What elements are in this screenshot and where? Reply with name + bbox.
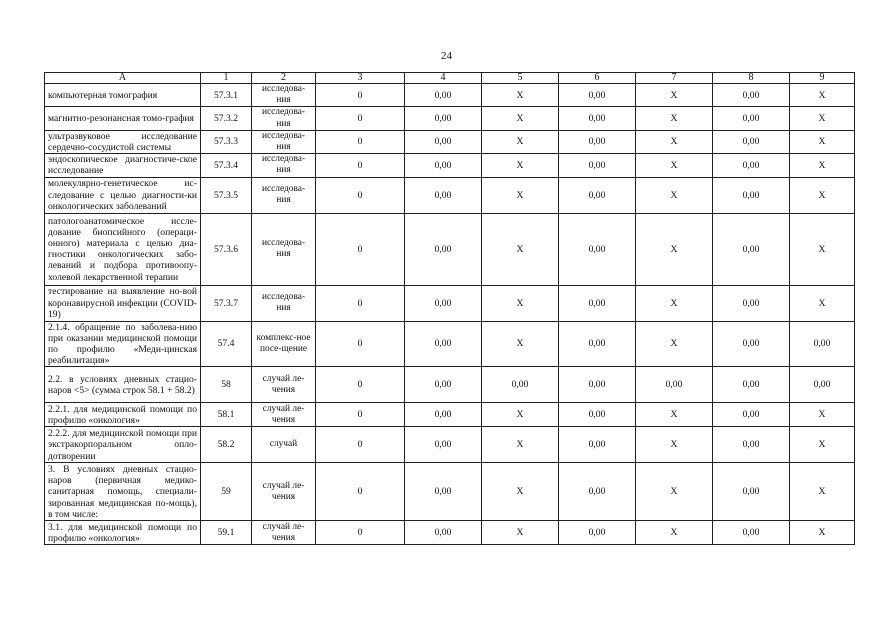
row-name-cell: патологоанатомическое иссле-дование биопсийного (операци-онного) материала с целью диа-гностики онкологических забо-леваний и подбора противоопу-холевой лекарственной терапии <box>45 213 201 285</box>
row-unit-cell: случай ле-чения <box>252 463 316 521</box>
table-header-row <box>45 73 855 84</box>
row-number-cell: 58.2 <box>201 427 252 463</box>
value-cell: X <box>636 463 713 521</box>
value-cell: X <box>482 107 559 130</box>
value-cell: 0 <box>316 285 405 321</box>
row-name-cell: 2.2. в условиях дневных стацио-наров <5> (сумма строк 58.1 + 58.2) <box>45 367 201 403</box>
value-cell: X <box>636 130 713 153</box>
value-cell: 0,00 <box>790 367 855 403</box>
value-cell: X <box>482 403 559 427</box>
value-cell: 0,00 <box>790 321 855 367</box>
value-cell: 0,00 <box>713 107 790 130</box>
value-cell: X <box>636 213 713 285</box>
column-header: 8 <box>713 73 790 84</box>
value-cell: 0,00 <box>713 177 790 213</box>
row-number-cell: 58.1 <box>201 403 252 427</box>
column-header: 4 <box>405 73 482 84</box>
data-table <box>44 72 855 545</box>
value-cell: 0,00 <box>559 427 636 463</box>
table-row <box>45 403 855 427</box>
row-unit-cell: комплекс-ное посе-щение <box>252 321 316 367</box>
value-cell: 0,00 <box>405 367 482 403</box>
value-cell: 0,00 <box>482 367 559 403</box>
value-cell: X <box>482 285 559 321</box>
value-cell: 0 <box>316 403 405 427</box>
value-cell: 0,00 <box>559 403 636 427</box>
table-row <box>45 367 855 403</box>
value-cell: 0 <box>316 213 405 285</box>
table-row <box>45 521 855 545</box>
value-cell: 0,00 <box>713 403 790 427</box>
column-header: 6 <box>559 73 636 84</box>
value-cell: 0 <box>316 154 405 177</box>
row-number-cell: 58 <box>201 367 252 403</box>
value-cell: 0,00 <box>713 427 790 463</box>
value-cell: 0,00 <box>559 213 636 285</box>
row-unit-cell: исследова-ния <box>252 213 316 285</box>
value-cell: X <box>482 321 559 367</box>
value-cell: 0,00 <box>713 84 790 107</box>
value-cell: 0,00 <box>559 154 636 177</box>
value-cell: X <box>790 213 855 285</box>
column-header: 5 <box>482 73 559 84</box>
value-cell: 0,00 <box>559 521 636 545</box>
value-cell: X <box>790 84 855 107</box>
row-number-cell: 57.3.2 <box>201 107 252 130</box>
row-name-cell: ультразвуковое исследование сердечно-сосудистой системы <box>45 130 201 153</box>
row-number-cell: 59 <box>201 463 252 521</box>
value-cell: X <box>482 154 559 177</box>
value-cell: 0,00 <box>559 321 636 367</box>
value-cell: 0 <box>316 107 405 130</box>
row-name-cell: эндоскопическое диагностиче-ское исследование <box>45 154 201 177</box>
row-unit-cell: случай <box>252 427 316 463</box>
value-cell: X <box>790 130 855 153</box>
value-cell: 0,00 <box>713 521 790 545</box>
value-cell: 0,00 <box>713 285 790 321</box>
row-number-cell: 57.4 <box>201 321 252 367</box>
row-number-cell: 57.3.7 <box>201 285 252 321</box>
row-name-cell: молекулярно-генетическое ис-следование с целью диагности-ки онкологических заболеваний <box>45 177 201 213</box>
value-cell: X <box>636 107 713 130</box>
value-cell: 0,00 <box>559 84 636 107</box>
column-header: 9 <box>790 73 855 84</box>
row-unit-cell: случай ле-чения <box>252 403 316 427</box>
value-cell: 0,00 <box>713 213 790 285</box>
row-unit-cell: случай ле-чения <box>252 521 316 545</box>
value-cell: 0 <box>316 321 405 367</box>
value-cell: X <box>482 463 559 521</box>
row-name-cell: тестирование на выявление но-вой коронавирусной инфекции (COVID-19) <box>45 285 201 321</box>
value-cell: X <box>482 427 559 463</box>
table-row <box>45 107 855 130</box>
value-cell: X <box>482 130 559 153</box>
value-cell: 0,00 <box>405 427 482 463</box>
row-number-cell: 57.3.3 <box>201 130 252 153</box>
value-cell: X <box>790 403 855 427</box>
row-number-cell: 57.3.4 <box>201 154 252 177</box>
value-cell: 0,00 <box>405 107 482 130</box>
value-cell: 0,00 <box>713 367 790 403</box>
value-cell: 0,00 <box>405 521 482 545</box>
row-number-cell: 57.3.1 <box>201 84 252 107</box>
value-cell: 0,00 <box>559 367 636 403</box>
value-cell: X <box>636 321 713 367</box>
value-cell: 0,00 <box>713 130 790 153</box>
value-cell: 0,00 <box>405 463 482 521</box>
value-cell: X <box>636 84 713 107</box>
row-name-cell: 2.1.4. обращение по заболева-нию при оказании медицинской помощи по профилю «Меди-цинская реабилитация» <box>45 321 201 367</box>
value-cell: 0,00 <box>405 84 482 107</box>
value-cell: 0,00 <box>405 285 482 321</box>
value-cell: 0,00 <box>405 154 482 177</box>
row-name-cell: 2.2.1. для медицинской помощи по профилю «онкология» <box>45 403 201 427</box>
value-cell: X <box>482 84 559 107</box>
table-row <box>45 154 855 177</box>
row-name-cell: 2.2.2. для медицинской помощи при экстракорпоральном опло-дотворении <box>45 427 201 463</box>
value-cell: 0,00 <box>559 130 636 153</box>
value-cell: 0 <box>316 84 405 107</box>
value-cell: 0,00 <box>405 213 482 285</box>
value-cell: X <box>790 521 855 545</box>
value-cell: 0 <box>316 367 405 403</box>
column-header: 3 <box>316 73 405 84</box>
row-unit-cell: исследова-ния <box>252 130 316 153</box>
value-cell: 0,00 <box>713 321 790 367</box>
value-cell: X <box>482 521 559 545</box>
value-cell: 0 <box>316 177 405 213</box>
value-cell: 0,00 <box>559 177 636 213</box>
value-cell: X <box>790 427 855 463</box>
value-cell: X <box>636 521 713 545</box>
row-unit-cell: случай ле-чения <box>252 367 316 403</box>
table-row <box>45 84 855 107</box>
table-row <box>45 130 855 153</box>
table-row <box>45 427 855 463</box>
value-cell: 0 <box>316 521 405 545</box>
value-cell: X <box>636 285 713 321</box>
value-cell: 0,00 <box>405 403 482 427</box>
value-cell: 0,00 <box>713 463 790 521</box>
value-cell: 0,00 <box>636 367 713 403</box>
column-header: 2 <box>252 73 316 84</box>
column-header: 1 <box>201 73 252 84</box>
table-row <box>45 213 855 285</box>
value-cell: 0 <box>316 463 405 521</box>
table-row <box>45 321 855 367</box>
value-cell: X <box>790 463 855 521</box>
value-cell: 0 <box>316 427 405 463</box>
row-name-cell: магнитно-резонансная томо-графия <box>45 107 201 130</box>
row-name-cell: 3. В условиях дневных стацио-наров (первичная медико-санитарная помощь, специали-зированная медицинская по-мощь), в том числе: <box>45 463 201 521</box>
table-row <box>45 177 855 213</box>
value-cell: 0,00 <box>559 107 636 130</box>
row-name-cell: 3.1. для медицинской помощи по профилю «онкология» <box>45 521 201 545</box>
table-row <box>45 463 855 521</box>
value-cell: 0 <box>316 130 405 153</box>
value-cell: X <box>790 154 855 177</box>
value-cell: 0,00 <box>559 463 636 521</box>
value-cell: X <box>482 177 559 213</box>
value-cell: X <box>790 285 855 321</box>
value-cell: 0,00 <box>559 285 636 321</box>
table-row <box>45 285 855 321</box>
row-unit-cell: исследова-ния <box>252 154 316 177</box>
page-number: 24 <box>441 50 452 62</box>
row-unit-cell: исследова-ния <box>252 107 316 130</box>
value-cell: 0,00 <box>405 321 482 367</box>
row-unit-cell: исследова-ния <box>252 285 316 321</box>
value-cell: 0,00 <box>713 154 790 177</box>
value-cell: X <box>636 403 713 427</box>
row-number-cell: 57.3.5 <box>201 177 252 213</box>
value-cell: X <box>636 427 713 463</box>
value-cell: 0,00 <box>405 130 482 153</box>
value-cell: X <box>636 154 713 177</box>
value-cell: X <box>790 177 855 213</box>
value-cell: X <box>482 213 559 285</box>
value-cell: X <box>636 177 713 213</box>
row-unit-cell: исследова-ния <box>252 177 316 213</box>
row-unit-cell: исследова-ния <box>252 84 316 107</box>
value-cell: 0,00 <box>405 177 482 213</box>
row-number-cell: 57.3.6 <box>201 213 252 285</box>
value-cell: X <box>790 107 855 130</box>
column-header: 7 <box>636 73 713 84</box>
row-number-cell: 59.1 <box>201 521 252 545</box>
row-name-cell: компьютерная томография <box>45 84 201 107</box>
column-header: A <box>45 73 201 84</box>
